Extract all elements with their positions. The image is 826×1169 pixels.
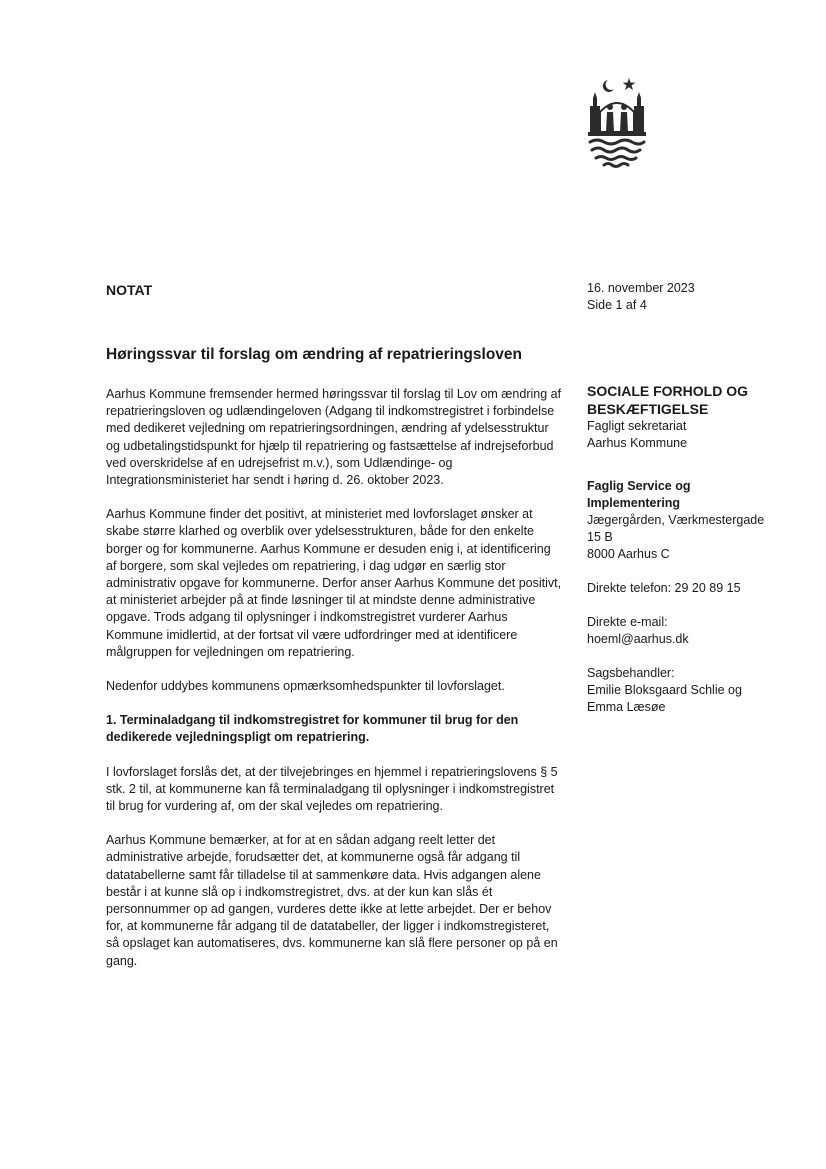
- page-indicator: Side 1 af 4: [587, 298, 647, 312]
- address-line1: Jægergården, Værkmestergade: [587, 513, 765, 527]
- unit-name-line2: Implementering: [587, 496, 681, 510]
- address-line2: 15 B: [587, 530, 613, 544]
- aarhus-coat-of-arms-icon: [584, 74, 650, 170]
- case-handler-line2: Emma Læsøe: [587, 700, 666, 714]
- document-type: NOTAT: [106, 282, 153, 298]
- case-handler-line1: Emilie Bloksgaard Schlie og: [587, 683, 742, 697]
- unit-name-line1: Faglig Service og: [587, 479, 691, 493]
- department-sub1: Fagligt sekretariat: [587, 419, 687, 433]
- paragraph-proposal: I lovforslaget forslås det, at der tilvejebringes en hjemmel i repatrieringslovens § 5 stk. 2 til, at kommunerne kan få terminaladgang til oplysninger i indkomstregistret til brug for vurdering af, om der skal vejledes om repatriering.: [106, 764, 558, 814]
- case-handler-label: Sagsbehandler:: [587, 666, 675, 680]
- email-address[interactable]: hoeml@aarhus.dk: [587, 632, 689, 646]
- paragraph-overview: Nedenfor uddybes kommunens opmærksomhedspunkter til lovforslaget.: [106, 679, 505, 694]
- paragraph-remark: Aarhus Kommune bemærker, at for at en sådan adgang reelt letter det administrative arbejde, forudsætter det, at kommunerne også får adgang til datatabellerne samt får tilladelse til at sammenkøre data. Hvis adgangen alene består i at kunne slå op i indkomstregistret, dvs. at der kun kan slås ét personnummer op ad gangen, vurderes dette ikke at lette arbejdet. Der er behov for, at kommunerne får adgang til de datatabeller, der ligger i indkomstregisteret, så opslaget kan automatiseres, dvs. kommunerne kan slå flere personer op på en gang.: [106, 833, 558, 968]
- department-name-line2: BESKÆFTIGELSE: [587, 401, 709, 417]
- email-label: Direkte e-mail:: [587, 615, 668, 629]
- department-sub2: Aarhus Kommune: [587, 436, 688, 450]
- department-name-line1: SOCIALE FORHOLD OG: [587, 383, 748, 399]
- date-block: [587, 280, 695, 314]
- paragraph-assessment: Aarhus Kommune finder det positivt, at ministeriet med lovforslaget ønsker at skabe større klarhed og overblik over ydelsesstrukturen, både for den enkelte borger og for kommunerne. Aarhus Kommune er desuden enig i, at identificering af borgere, som skal vejledes om repatriering, i dag udgør en særlig stor administrativ opgave for kommunerne. Derfor anser Aarhus Kommune det positivt, at ministeriet arbejder på at finde løsninger til at mindste denne administrative opgave. Trods adgang til oplysninger i indkomstregistret vurderer Aarhus Kommune imidlertid, at der fortsat vil være udfordringer med at identificere målgruppen for vejledningen om repatriering.: [106, 507, 562, 659]
- address-line3: 8000 Aarhus C: [587, 547, 670, 561]
- main-body: [106, 386, 562, 987]
- document-date: 16. november 2023: [587, 281, 695, 295]
- section-heading-1: 1. Terminaladgang til indkomstregistret for kommuner til brug for den dedikerede vejledningspligt om repatriering.: [106, 713, 519, 745]
- direct-phone: Direkte telefon: 29 20 89 15: [587, 581, 741, 595]
- paragraph-intro: Aarhus Kommune fremsender hermed høringssvar til forslag til Lov om ændring af repatrieringsloven og udlændingeloven (Adgang til indkomstregistret i forbindelse med dedikeret vejledning om repatrieringsordningen, ændring af ydelsesstruktur og udbetalingstidspunkt for hjælp til repatriering og fastsættelse af indrejseforbud ved overskridelse af en udrejsefrist m.v.), som Udlændinge- og Integrationsministeriet har sendt i høring d. 26. oktober 2023.: [106, 387, 562, 488]
- document-title: Høringssvar til forslag om ændring af repatrieringsloven: [106, 346, 523, 363]
- sender-sidebar: [587, 382, 787, 716]
